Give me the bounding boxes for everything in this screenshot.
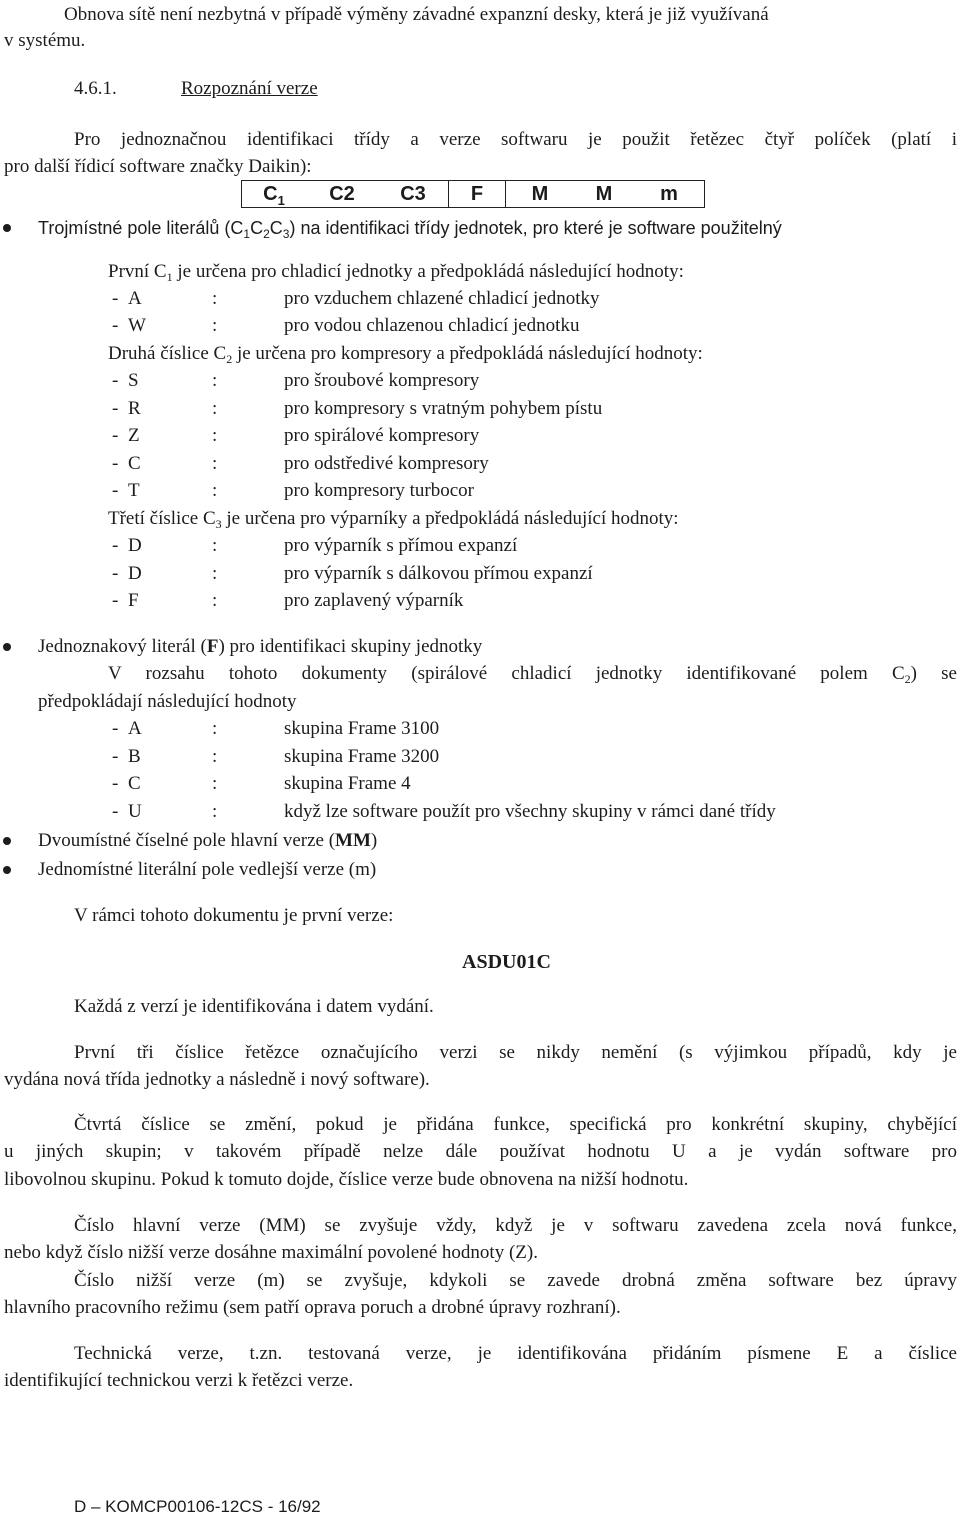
para6-line-2: identifikující technickou verzi k řetězci verze. bbox=[4, 1370, 354, 1391]
list-dash: - bbox=[112, 590, 119, 611]
current-version-value: ASDU01C bbox=[462, 951, 551, 973]
code-cell-m1: M bbox=[506, 181, 575, 208]
third-digit-heading: Třetí číslice $C_3$ je určena pro výparníky a předpokládá následující hodnoty: bbox=[108, 508, 679, 531]
list-desc: pro zaplavený výparník bbox=[284, 590, 464, 611]
list-code: W bbox=[128, 315, 146, 336]
list-colon: : bbox=[212, 746, 218, 767]
list-dash: - bbox=[112, 718, 119, 739]
list-code: D bbox=[128, 535, 142, 556]
list-dash: - bbox=[112, 425, 119, 446]
list-dash: - bbox=[112, 315, 119, 336]
para2-line-2: vydána nová třída jednotky a následně i nový software). bbox=[4, 1069, 430, 1090]
list-desc: skupina Frame 4 bbox=[284, 773, 411, 794]
list-code: B bbox=[128, 746, 141, 767]
code-cell-m-small: m bbox=[634, 181, 705, 208]
para6-line-1: Technická verze, t.zn. testovaná verze, je identifikována přidáním písmene E a číslice bbox=[74, 1343, 957, 1364]
list-desc: skupina Frame 3200 bbox=[284, 746, 440, 767]
list-desc: když lze software použít pro všechny skupiny v rámci dané třídy bbox=[284, 801, 776, 822]
list-dash: - bbox=[112, 453, 119, 474]
intro-line-1: Obnova sítě není nezbytná v případě výměny závadné expanzní desky, která je již využívaná bbox=[64, 4, 769, 25]
para3-line-3: libovolnou skupinu. Pokud k tomuto dojde, číslice verze bude obnovena na nižší hodnotu. bbox=[4, 1169, 689, 1190]
para4-line-1: Číslo hlavní verze (MM) se zvyšuje vždy, když je v softwaru zavedena zcela nová funkce, bbox=[74, 1215, 957, 1236]
list-colon: : bbox=[212, 563, 218, 584]
list-code: S bbox=[128, 370, 139, 391]
list-dash: - bbox=[112, 288, 119, 309]
code-cell-c3: C3 bbox=[378, 181, 449, 208]
bullet-dot bbox=[3, 866, 11, 874]
code-cell-m2: M bbox=[574, 181, 634, 208]
bullet-dot bbox=[3, 643, 11, 651]
list-dash: - bbox=[112, 801, 119, 822]
page-footer: D – KOMCP00106-12CS - 16/92 bbox=[74, 1497, 321, 1516]
list-colon: : bbox=[212, 773, 218, 794]
list-dash: - bbox=[112, 535, 119, 556]
list-code: R bbox=[128, 398, 141, 419]
list-colon: : bbox=[212, 398, 218, 419]
bullet4-text: Jednomístné literální pole vedlejší verze (m) bbox=[38, 859, 377, 880]
list-desc: skupina Frame 3100 bbox=[284, 718, 440, 739]
first-digit-heading: První $C_1$ je určena pro chladicí jednotky a předpokládá následující hodnoty: bbox=[108, 261, 684, 284]
list-dash: - bbox=[112, 398, 119, 419]
list-code: D bbox=[128, 563, 142, 584]
list-code: A bbox=[128, 288, 142, 309]
para1-line-1: Pro jednoznačnou identifikaci třídy a verze softwaru je použit řetězec čtyř políček (platí i bbox=[74, 129, 957, 150]
para3-line-2: u jiných skupin; v takovém případě nelze dále používat hodnotu U a je vydán software pro bbox=[4, 1141, 957, 1162]
list-desc: pro vzduchem chlazené chladicí jednotky bbox=[284, 288, 600, 309]
list-desc: pro šroubové kompresory bbox=[284, 370, 480, 391]
para1-line-2: pro další řídicí software značky Daikin): bbox=[4, 156, 312, 177]
second-digit-heading: Druhá číslice $C_2$ je určena pro kompresory a předpokládá následující hodnoty: bbox=[108, 343, 703, 366]
bullet3-text: Dvoumístné číselné pole hlavní verze (MM) bbox=[38, 830, 378, 851]
para4-line-2: nebo když číslo nižší verze dosáhne maximální povolené hodnoty (Z). bbox=[4, 1242, 538, 1263]
intro-line-2: v systému. bbox=[4, 30, 86, 51]
list-code: T bbox=[128, 480, 140, 501]
bullet1-text: Trojmístné pole literálů $(C_1C_2C_3)$ na identifikaci třídy jednotek, pro které je software použitelný bbox=[38, 218, 782, 241]
list-desc: pro odstředivé kompresory bbox=[284, 453, 489, 474]
list-code: C bbox=[128, 453, 141, 474]
code-cell-c2: C2 bbox=[306, 181, 378, 208]
list-desc: pro kompresory turbocor bbox=[284, 480, 474, 501]
section-title: Rozpoznání verze bbox=[181, 78, 318, 99]
list-colon: : bbox=[212, 370, 218, 391]
para5-line-1: Číslo nižší verze (m) se zvyšuje, kdykoli se zavede drobná změna software bez úpravy bbox=[74, 1270, 957, 1291]
para5-line-2: hlavního pracovního režimu (sem patří oprava poruch a drobné úpravy rozhraní). bbox=[4, 1297, 621, 1318]
list-dash: - bbox=[112, 773, 119, 794]
list-dash: - bbox=[112, 480, 119, 501]
list-dash: - bbox=[112, 563, 119, 584]
list-code: Z bbox=[128, 425, 140, 446]
list-desc: pro kompresory s vratným pohybem pístu bbox=[284, 398, 603, 419]
list-code: U bbox=[128, 801, 142, 822]
list-code: C bbox=[128, 773, 141, 794]
list-dash: - bbox=[112, 370, 119, 391]
para2-line-1: První tři číslice řetězce označujícího verzi se nikdy nemění (s výjimkou případů, kdy je bbox=[74, 1042, 957, 1063]
date-note: Každá z verzí je identifikována i datem vydání. bbox=[74, 996, 434, 1017]
section-number: 4.6.1. bbox=[74, 78, 117, 99]
list-colon: : bbox=[212, 453, 218, 474]
list-desc: pro výparník s dálkovou přímou expanzí bbox=[284, 563, 593, 584]
bullet-dot bbox=[3, 224, 11, 232]
list-code: F bbox=[128, 590, 139, 611]
list-colon: : bbox=[212, 801, 218, 822]
list-colon: : bbox=[212, 718, 218, 739]
list-colon: : bbox=[212, 535, 218, 556]
list-colon: : bbox=[212, 590, 218, 611]
scope-line-2: předpokládají následující hodnoty bbox=[38, 691, 297, 712]
code-cell-c1: $C_1$ bbox=[242, 181, 307, 208]
list-colon: : bbox=[212, 315, 218, 336]
version-code-table bbox=[241, 180, 705, 208]
code-cell-f: F bbox=[449, 181, 506, 208]
list-colon: : bbox=[212, 480, 218, 501]
list-code: A bbox=[128, 718, 142, 739]
bullet-dot bbox=[3, 837, 11, 845]
list-desc: pro spirálové kompresory bbox=[284, 425, 480, 446]
scope-line-1: V rozsahu tohoto dokumenty (spirálové chladicí jednotky identifikované polem $C_2$) se bbox=[108, 663, 957, 686]
para3-line-1: Čtvrtá číslice se změní, pokud je přidána funkce, specifická pro konkrétní skupiny, chybějící bbox=[74, 1114, 957, 1135]
bullet2-text: Jednoznakový literál (F) pro identifikaci skupiny jednotky bbox=[38, 636, 483, 657]
list-colon: : bbox=[212, 425, 218, 446]
list-desc: pro výparník s přímou expanzí bbox=[284, 535, 518, 556]
current-version-label: V rámci tohoto dokumentu je první verze: bbox=[74, 905, 394, 926]
list-colon: : bbox=[212, 288, 218, 309]
list-dash: - bbox=[112, 746, 119, 767]
list-desc: pro vodou chlazenou chladicí jednotku bbox=[284, 315, 580, 336]
